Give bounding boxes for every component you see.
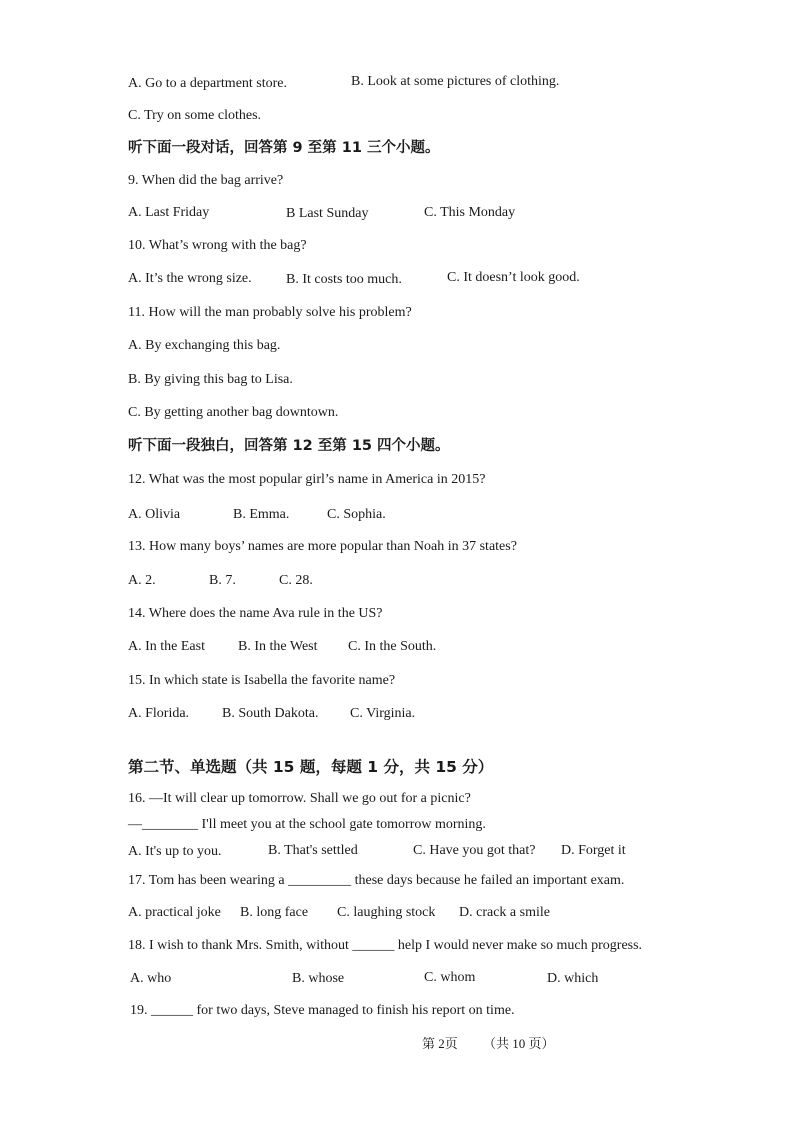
q16-stem: 16. —It will clear up tomorrow. Shall we go out for a picnic? <box>128 791 471 806</box>
q10-option-c: C. It doesn’t look good. <box>447 270 580 285</box>
q11-stem: 11. How will the man probably solve his problem? <box>128 305 412 320</box>
q17-option-c: C. laughing stock <box>337 905 436 920</box>
q11-option-b: B. By giving this bag to Lisa. <box>128 372 293 387</box>
q14-option-c: C. In the South. <box>348 639 437 654</box>
q15-option-c: C. Virginia. <box>350 706 416 721</box>
q16-option-b: B. That's settled <box>268 843 358 858</box>
section-heading-9-11: 听下面一段对话，回答第 9 至第 11 三个小题。 <box>128 140 440 156</box>
q10-option-b: B. It costs too much. <box>286 272 402 287</box>
q15-stem: 15. In which state is Isabella the favorite name? <box>128 673 396 688</box>
section-heading-12-15: 听下面一段独白，回答第 12 至第 15 四个小题。 <box>128 438 450 454</box>
q17-option-a: A. practical joke <box>128 905 221 920</box>
q19-stem: 19. ______ for two days, Steve managed to finish his report on time. <box>130 1003 515 1018</box>
q9-option-a: A. Last Friday <box>128 205 210 220</box>
q13-option-b: B. 7. <box>209 573 236 588</box>
q17-option-b: B. long face <box>240 905 309 920</box>
q12-option-b: B. Emma. <box>233 507 290 522</box>
q10-stem: 10. What’s wrong with the bag? <box>128 238 307 253</box>
footer-page-number: 第 2页 <box>422 1036 458 1051</box>
q9-option-c: C. This Monday <box>424 205 516 220</box>
q14-option-b: B. In the West <box>238 639 318 654</box>
q17-stem: 17. Tom has been wearing a _________ these days because he failed an important exam. <box>128 873 625 888</box>
q13-option-c: C. 28. <box>279 573 313 588</box>
q18-option-c: C. whom <box>424 970 476 985</box>
q11-option-a: A. By exchanging this bag. <box>128 338 281 353</box>
q18-option-a: A. who <box>130 971 172 986</box>
q12-option-c: C. Sophia. <box>327 507 386 522</box>
q16-line2: —________ I'll meet you at the school gate tomorrow morning. <box>128 817 486 832</box>
q10-option-a: A. It’s the wrong size. <box>128 271 252 286</box>
q13-stem: 13. How many boys’ names are more popular than Noah in 37 states? <box>128 539 517 554</box>
q18-option-d: D. which <box>547 971 599 986</box>
q9-stem: 9. When did the bag arrive? <box>128 173 284 188</box>
q12-option-a: A. Olivia <box>128 507 181 522</box>
q16-option-d: D. Forget it <box>561 843 626 858</box>
q8-option-a: A. Go to a department store. <box>128 76 288 91</box>
q15-option-a: A. Florida. <box>128 706 190 721</box>
section-2-title: 第二节、单选题（共 15 题，每题 1 分，共 15 分） <box>128 758 494 776</box>
q8-option-c: C. Try on some clothes. <box>128 108 262 123</box>
q14-stem: 14. Where does the name Ava rule in the US? <box>128 606 383 621</box>
footer-total-pages: （共 10 页） <box>483 1036 555 1051</box>
q11-option-c: C. By getting another bag downtown. <box>128 405 339 420</box>
q17-option-d: D. crack a smile <box>459 905 550 920</box>
q14-option-a: A. In the East <box>128 639 205 654</box>
q18-option-b: B. whose <box>292 971 345 986</box>
q16-option-a: A. It's up to you. <box>128 844 222 859</box>
q12-stem: 12. What was the most popular girl’s name in America in 2015? <box>128 472 486 487</box>
q8-option-b: B. Look at some pictures of clothing. <box>351 74 560 89</box>
q9-option-b: B Last Sunday <box>286 206 369 221</box>
q18-stem: 18. I wish to thank Mrs. Smith, without ______ help I would never make so much progress. <box>128 938 643 953</box>
q16-option-c: C. Have you got that? <box>413 843 536 858</box>
q15-option-b: B. South Dakota. <box>222 706 319 721</box>
q13-option-a: A. 2. <box>128 573 156 588</box>
